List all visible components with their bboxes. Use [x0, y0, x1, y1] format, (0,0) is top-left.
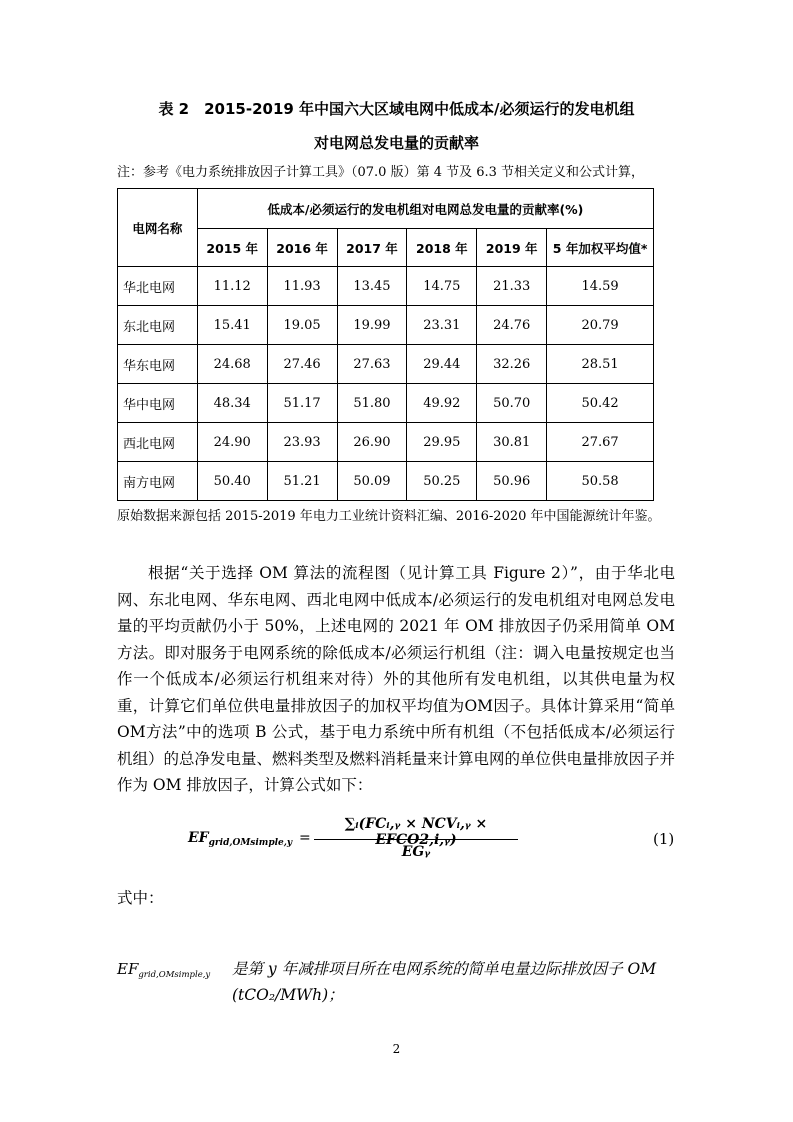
region-cell: 华北电网 — [118, 267, 198, 306]
value-cell: 50.40 — [197, 462, 267, 501]
region-cell: 华中电网 — [118, 384, 198, 423]
value-cell: 51.17 — [267, 384, 337, 423]
value-cell: 21.33 — [477, 267, 547, 306]
region-cell: 南方电网 — [118, 462, 198, 501]
weighted-average-header: 5 年加权平均值* — [547, 229, 654, 267]
formula-equals: = — [299, 830, 311, 846]
value-cell: 19.99 — [337, 306, 407, 345]
value-cell: 50.58 — [547, 462, 654, 501]
value-cell: 23.93 — [267, 423, 337, 462]
table-row — [118, 462, 654, 501]
value-cell: 23.31 — [407, 306, 477, 345]
value-cell: 49.92 — [407, 384, 477, 423]
value-cell: 14.75 — [407, 267, 477, 306]
definition-symbol-main: EF — [117, 960, 139, 978]
table-title-line1: 表 2 2015-2019 年中国六大区域电网中低成本/必须运行的发电机组 — [158, 100, 635, 118]
body-paragraph — [117, 560, 675, 799]
value-cell: 51.80 — [337, 384, 407, 423]
table-row — [118, 384, 654, 423]
fraction-bar — [314, 839, 518, 840]
table-row — [118, 306, 654, 345]
contribution-table — [117, 188, 654, 501]
formula-denominator: EGᵧ — [401, 844, 431, 860]
value-cell: 26.90 — [337, 423, 407, 462]
definition-text-line1: 是第 y 年减排项目所在电网系统的简单电量边际排放因子 OM — [232, 960, 657, 978]
formula-numerator: ∑ᵢ(FCᵢ,ᵧ × NCVᵢ,ᵧ × EFCO2,i,ᵧ) — [344, 816, 488, 848]
year-header: 2019 年 — [477, 229, 547, 267]
value-cell: 27.63 — [337, 345, 407, 384]
value-cell: 29.44 — [407, 345, 477, 384]
value-cell: 19.05 — [267, 306, 337, 345]
equation-number: (1) — [653, 830, 675, 848]
year-header: 2017 年 — [337, 229, 407, 267]
formula-lhs-symbol: EF — [188, 830, 209, 846]
value-cell: 50.42 — [547, 384, 654, 423]
value-cell: 20.79 — [547, 306, 654, 345]
value-cell: 29.95 — [407, 423, 477, 462]
value-cell: 50.25 — [407, 462, 477, 501]
table-row — [118, 423, 654, 462]
contribution-group-header: 低成本/必须运行的发电机组对电网总发电量的贡献率(%) — [197, 189, 653, 229]
value-cell: 50.96 — [477, 462, 547, 501]
value-cell: 13.45 — [337, 267, 407, 306]
value-cell: 24.90 — [197, 423, 267, 462]
table-row — [118, 267, 654, 306]
definition-text — [232, 956, 677, 1008]
year-header: 2015 年 — [197, 229, 267, 267]
value-cell: 50.09 — [337, 462, 407, 501]
value-cell: 28.51 — [547, 345, 654, 384]
value-cell: 24.68 — [197, 345, 267, 384]
value-cell: 48.34 — [197, 384, 267, 423]
year-header: 2016 年 — [267, 229, 337, 267]
region-cell: 东北电网 — [118, 306, 198, 345]
value-cell: 30.81 — [477, 423, 547, 462]
value-cell: 11.12 — [197, 267, 267, 306]
table-note: 注：参考《电力系统排放因子计算工具》（07.0 版）第 4 节及 6.3 节相关定义和公式计算， — [117, 165, 645, 180]
value-cell: 27.46 — [267, 345, 337, 384]
value-cell: 15.41 — [197, 306, 267, 345]
table-row — [118, 345, 654, 384]
definition-symbol-subscript: grid,OMsimple,y — [138, 970, 211, 980]
region-cell: 华东电网 — [118, 345, 198, 384]
formula-lhs-subscript: grid,OMsimple,y — [208, 838, 293, 848]
value-cell: 32.26 — [477, 345, 547, 384]
grid-name-header: 电网名称 — [118, 189, 198, 267]
value-cell: 24.76 — [477, 306, 547, 345]
source-note: 原始数据来源包括 2015-2019 年电力工业统计资料汇编、2016-2020 年中国能源统计年鉴。 — [117, 509, 661, 524]
value-cell: 14.59 — [547, 267, 654, 306]
value-cell: 50.70 — [477, 384, 547, 423]
definition-symbol — [117, 960, 210, 980]
value-cell: 51.21 — [267, 462, 337, 501]
formula-lhs — [188, 830, 311, 848]
region-cell: 西北电网 — [118, 423, 198, 462]
value-cell: 11.93 — [267, 267, 337, 306]
page-number: 2 — [392, 1042, 401, 1056]
definition-text-line2: (tCO₂/MWh)； — [232, 986, 344, 1004]
where-label: 式中： — [117, 889, 164, 907]
table-title-line2: 对电网总发电量的贡献率 — [313, 134, 479, 152]
year-header: 2018 年 — [407, 229, 477, 267]
value-cell: 27.67 — [547, 423, 654, 462]
paragraph-text: 根据“关于选择 OM 算法的流程图（见计算工具 Figure 2）”，由于华北电网、东北电网、华东电网、西北电网中低成本/必须运行的发电机组对电网总发电量的平均贡献仍小于 50%，上述电网的 2021 年 OM 排放因子仍采用简单 OM 方法。即对服务于电网系统的除低成本/必须运行机组（注：调入电量按规定也当作一个低成本/必须运行机组来对待）外的其他所有发电机组，以其供电量为权重，计算它们单位供电量排放因子的加权平均值为OM因子。具体计算采用“简单OM方法”中的选项 B 公式，基于电力系统中所有机组（不包括低成本/必须运行机组）的总净发电量、燃料类型及燃料消耗量来计算电网的单位供电量排放因子并作为 OM 排放因子，计算公式如下： — [117, 564, 676, 794]
